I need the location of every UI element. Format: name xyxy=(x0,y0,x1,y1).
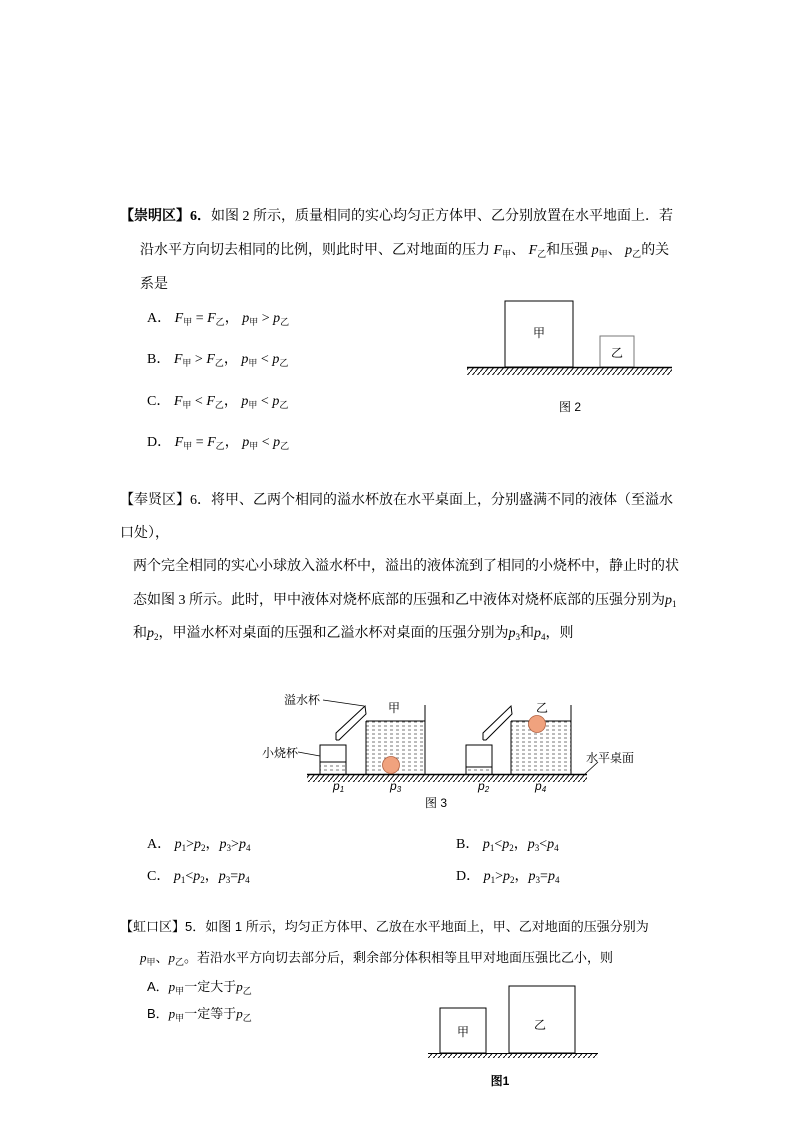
label-p2: p2 xyxy=(478,779,490,794)
figure-3 xyxy=(262,692,634,810)
q3-line2: $p_甲$、$p_乙$。若沿水平方向切去部分后，剩余部分体积相等且甲对地面压强比乙小，则 xyxy=(140,950,614,967)
force-yi: $F_乙$ xyxy=(528,243,547,259)
spout-yi xyxy=(483,706,512,740)
q3-option-A: A．$p_甲$一定大于$p_乙$ xyxy=(147,979,252,996)
q1-option-C: C． $F_甲 < F_乙$， $p_甲 < p_乙$ xyxy=(147,394,289,410)
q3-option-B: B．$p_甲$一定等于$p_乙$ xyxy=(147,1006,252,1023)
ground-hatch xyxy=(467,368,672,375)
q1-line2: 沿水平方向切去相同的比例，则此时甲、乙对地面的压力 $F_甲$、 $F_乙$和压强 $p_甲$、 $p_乙$的关 xyxy=(140,243,670,259)
q2-line5: 和$p_2$，甲溢水杯对桌面的压强和乙溢水杯对桌面的压强分别为$p_3$和$p_4$，则 xyxy=(133,626,574,642)
cube-yi-label: 乙 xyxy=(533,1018,547,1032)
q2-option-D: D． $p_1>p_2$，$p_3=p_4$ xyxy=(456,869,560,885)
q2-option-A: A． $p_1>p_2$，$p_3>p_4$ xyxy=(147,837,251,853)
pressure-yi: $p_乙$ xyxy=(625,243,642,259)
q2-line2: 口处）， xyxy=(120,526,169,541)
label-p4: p4 xyxy=(535,779,547,794)
figure-2-caption: 图 2 xyxy=(558,400,582,414)
q1-option-A: A． $F_甲 = F_乙$， $p_甲 > p_乙$ xyxy=(147,311,290,327)
figure-2 xyxy=(467,301,672,414)
q1-text: 沿水平方向切去相同的比例，则此时甲、乙对地面的压力 xyxy=(140,243,490,258)
q2-source-tag: 【奉贤区】 xyxy=(120,493,190,508)
spout-jia xyxy=(336,706,366,740)
force-jia: $F_甲$ xyxy=(493,243,512,259)
q3-source-tag: 【虹口区】 xyxy=(120,919,186,934)
q1-source-tag: 【崇明区】 xyxy=(120,209,190,224)
q2-number: 6． xyxy=(190,493,211,508)
q1-text: 如图 2 所示，质量相同的实心均匀正方体甲、乙分别放置在水平地面上．若 xyxy=(211,209,673,224)
ground-hatch xyxy=(428,1054,598,1058)
label-overflow-cup: 溢水杯 xyxy=(283,693,321,707)
q3-number: 5． xyxy=(185,919,206,934)
cube-yi-label: 乙 xyxy=(610,346,624,360)
label-p3: p3 xyxy=(390,779,402,794)
figure-1 xyxy=(428,986,598,1088)
label-table: 水平桌面 xyxy=(585,751,635,765)
q1-option-B: B． $F_甲 > F_乙$， $p_甲 < p_乙$ xyxy=(147,352,289,368)
label-p1: p1 xyxy=(333,779,345,794)
figure-1-caption: 图1 xyxy=(490,1074,510,1088)
cube-jia-label: 甲 xyxy=(532,326,546,340)
cube-jia-label: 甲 xyxy=(456,1025,470,1039)
q3-line1: 【虹口区】5．如图 1 所示，均匀正方体甲、乙放在水平地面上，甲、乙对地面的压强分别为 xyxy=(120,919,649,934)
ball-jia xyxy=(383,757,400,774)
q2-line4: 态如图 3 所示。此时，甲中液体对烧杯底部的压强和乙中液体对烧杯底部的压强分别为$p_1$ xyxy=(133,593,677,609)
label-jia: 甲 xyxy=(387,701,401,715)
q2-line3: 两个完全相同的实心小球放入溢水杯中，溢出的液体流到了相同的小烧杯中，静止时的状 xyxy=(133,559,679,574)
q1-option-D: D． $F_甲 = F_乙$， $p_甲 < p_乙$ xyxy=(147,435,290,451)
figure-3-caption: 图 3 xyxy=(424,796,448,810)
label-small-beaker: 小烧杯 xyxy=(261,746,299,760)
beaker-1-liquid xyxy=(320,762,346,774)
q2-option-C: C． $p_1<p_2$，$p_3=p_4$ xyxy=(147,869,250,885)
label-yi: 乙 xyxy=(535,701,549,715)
ball-yi xyxy=(529,716,546,733)
q2-line1: 【奉贤区】6．将甲、乙两个相同的溢水杯放在水平桌面上，分别盛满不同的液体（至溢水 xyxy=(120,493,673,508)
q2-option-B: B． $p_1<p_2$，$p_3<p_4$ xyxy=(456,837,559,853)
q1-line3: 系是 xyxy=(140,277,168,292)
pressure-jia: $p_甲$ xyxy=(591,243,608,259)
table-hatch xyxy=(307,775,587,782)
q1-number: 6． xyxy=(190,209,211,224)
